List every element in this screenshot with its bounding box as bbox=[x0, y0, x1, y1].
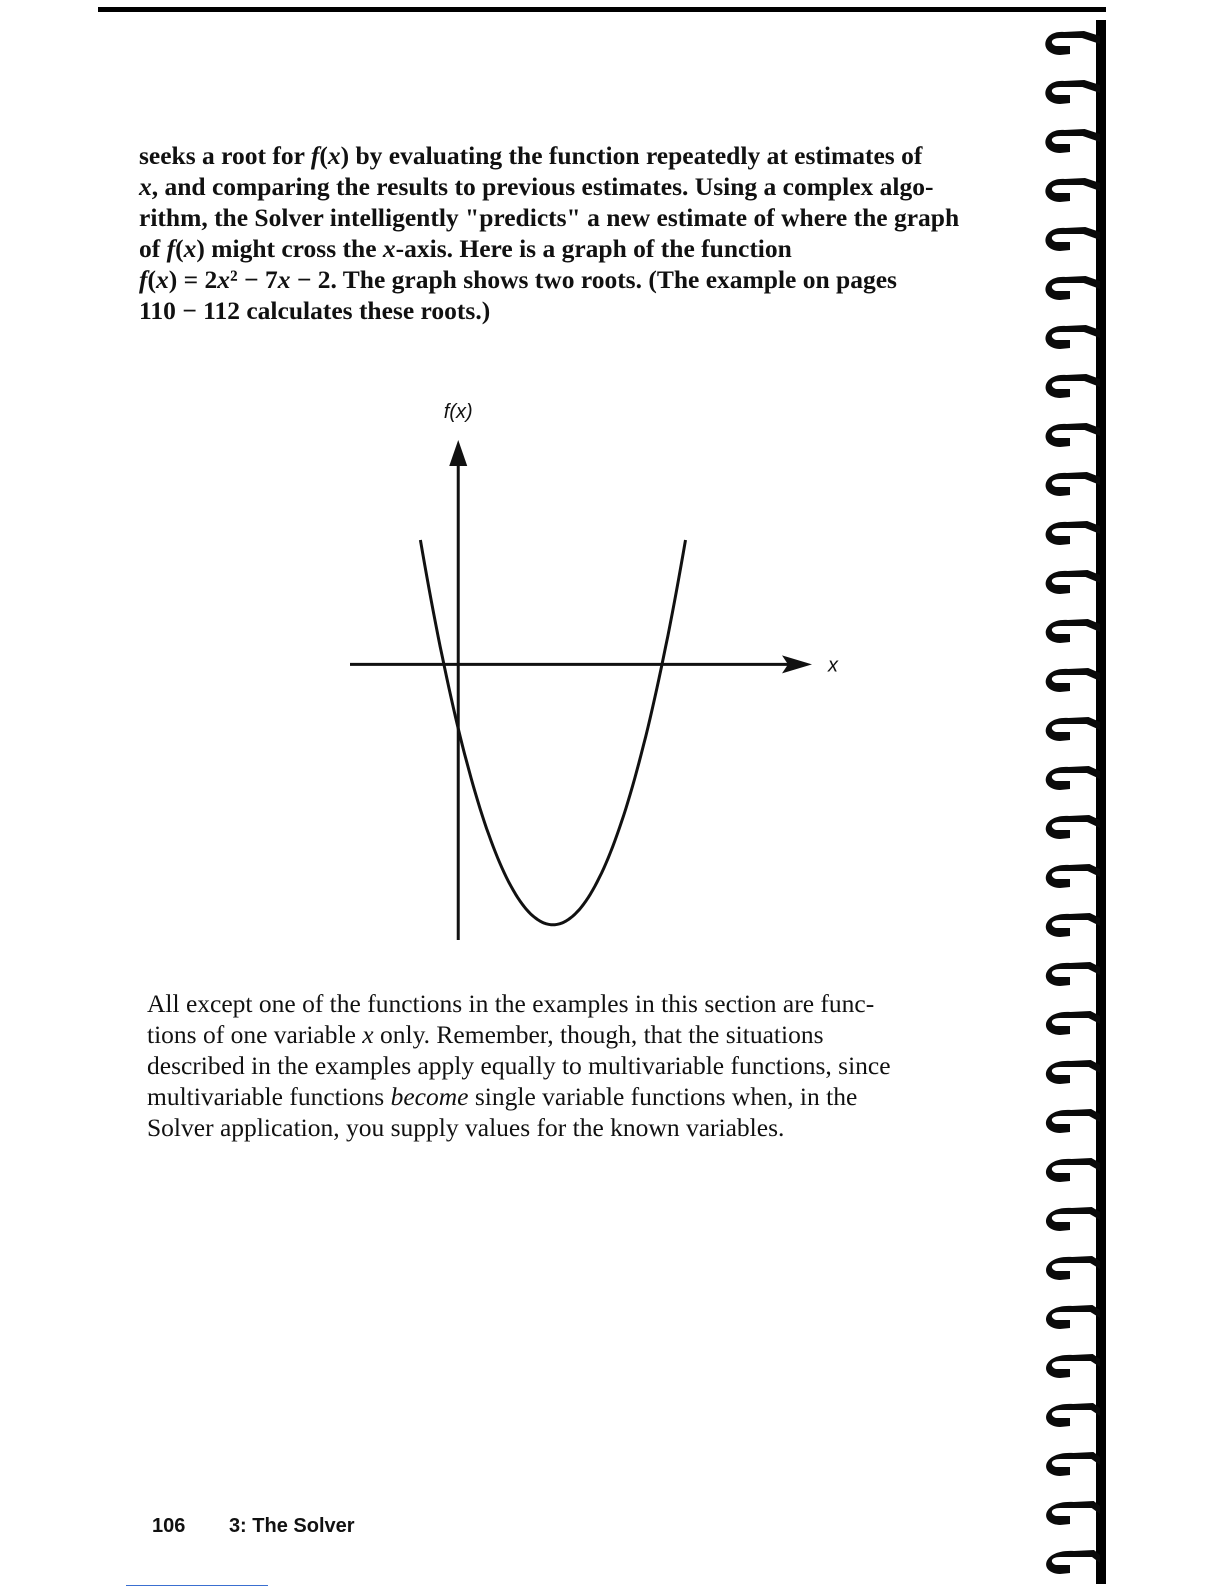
paragraph-intro bbox=[139, 140, 999, 326]
text-line: of f(x) might cross the x-axis. Here is a graph of the function bbox=[139, 234, 792, 263]
binding-ring bbox=[1046, 276, 1100, 300]
binding-ring bbox=[1046, 717, 1100, 741]
text-line: multivariable functions become single variable functions when, in the bbox=[147, 1082, 858, 1111]
binding-ring bbox=[1046, 1550, 1100, 1574]
binding-ring bbox=[1046, 668, 1100, 692]
text-line: All except one of the functions in the examples in this section are func- bbox=[147, 989, 875, 1018]
parabola-curve bbox=[420, 540, 685, 925]
binding-ring bbox=[1046, 1305, 1100, 1329]
function-graph bbox=[330, 380, 890, 960]
text-line: rithm, the Solver intelligently "predicts" a new estimate of where the graph bbox=[139, 203, 960, 232]
binding-ring bbox=[1045, 31, 1100, 55]
chapter-title: 3: The Solver bbox=[228, 1515, 355, 1537]
spiral-binding-graphic bbox=[1030, 20, 1224, 1584]
binding-ring bbox=[1046, 962, 1100, 986]
binding-ring bbox=[1046, 1354, 1100, 1378]
binding-ring bbox=[1046, 1109, 1100, 1133]
binding-ring bbox=[1045, 178, 1100, 202]
binding-ring bbox=[1046, 913, 1100, 937]
binding-ring bbox=[1046, 1011, 1100, 1035]
paragraph-multivariable bbox=[147, 988, 1007, 1143]
spiral-binding bbox=[1030, 20, 1224, 1584]
binding-ring bbox=[1046, 1256, 1100, 1280]
binding-ring bbox=[1046, 1158, 1100, 1182]
page-footer bbox=[152, 1515, 355, 1538]
binding-ring bbox=[1046, 1207, 1100, 1231]
y-axis-arrowhead bbox=[449, 440, 467, 466]
binding-ring bbox=[1046, 423, 1100, 447]
binding-ring bbox=[1045, 129, 1100, 153]
text-line: described in the examples apply equally to multivariable functions, since bbox=[147, 1051, 891, 1080]
binding-ring bbox=[1046, 1060, 1100, 1084]
binding-ring bbox=[1046, 864, 1100, 888]
binding-ring bbox=[1046, 1452, 1100, 1476]
x-axis-label: x bbox=[828, 654, 838, 677]
binding-ring bbox=[1045, 227, 1100, 251]
text-line: Solver application, you supply values for the known variables. bbox=[147, 1113, 785, 1142]
text-line: 110 − 112 calculates these roots.) bbox=[139, 296, 491, 325]
graph-svg bbox=[330, 380, 890, 960]
binding-ring bbox=[1046, 1501, 1100, 1525]
binding-ring bbox=[1046, 374, 1100, 398]
text-line: x, and comparing the results to previous estimates. Using a complex algo- bbox=[139, 172, 934, 201]
binding-edge bbox=[1096, 20, 1106, 1584]
binding-ring bbox=[1046, 766, 1100, 790]
top-rule bbox=[98, 7, 1106, 12]
binding-ring bbox=[1046, 815, 1100, 839]
text-line: tions of one variable x only. Remember, though, that the situations bbox=[147, 1020, 824, 1049]
binding-ring bbox=[1046, 325, 1100, 349]
binding-ring bbox=[1046, 521, 1100, 545]
binding-ring bbox=[1046, 619, 1100, 643]
y-axis-label: f(x) bbox=[443, 401, 473, 423]
binding-ring bbox=[1046, 1403, 1100, 1427]
text-line: seeks a root for f(x) by evaluating the function repeatedly at estimates of bbox=[139, 141, 923, 170]
binding-ring bbox=[1046, 472, 1100, 496]
binding-ring bbox=[1045, 80, 1100, 104]
binding-ring bbox=[1046, 570, 1100, 594]
page-number: 106 bbox=[152, 1515, 186, 1537]
text-line: f(x) = 2x² − 7x − 2. The graph shows two roots. (The example on pages bbox=[139, 265, 897, 294]
